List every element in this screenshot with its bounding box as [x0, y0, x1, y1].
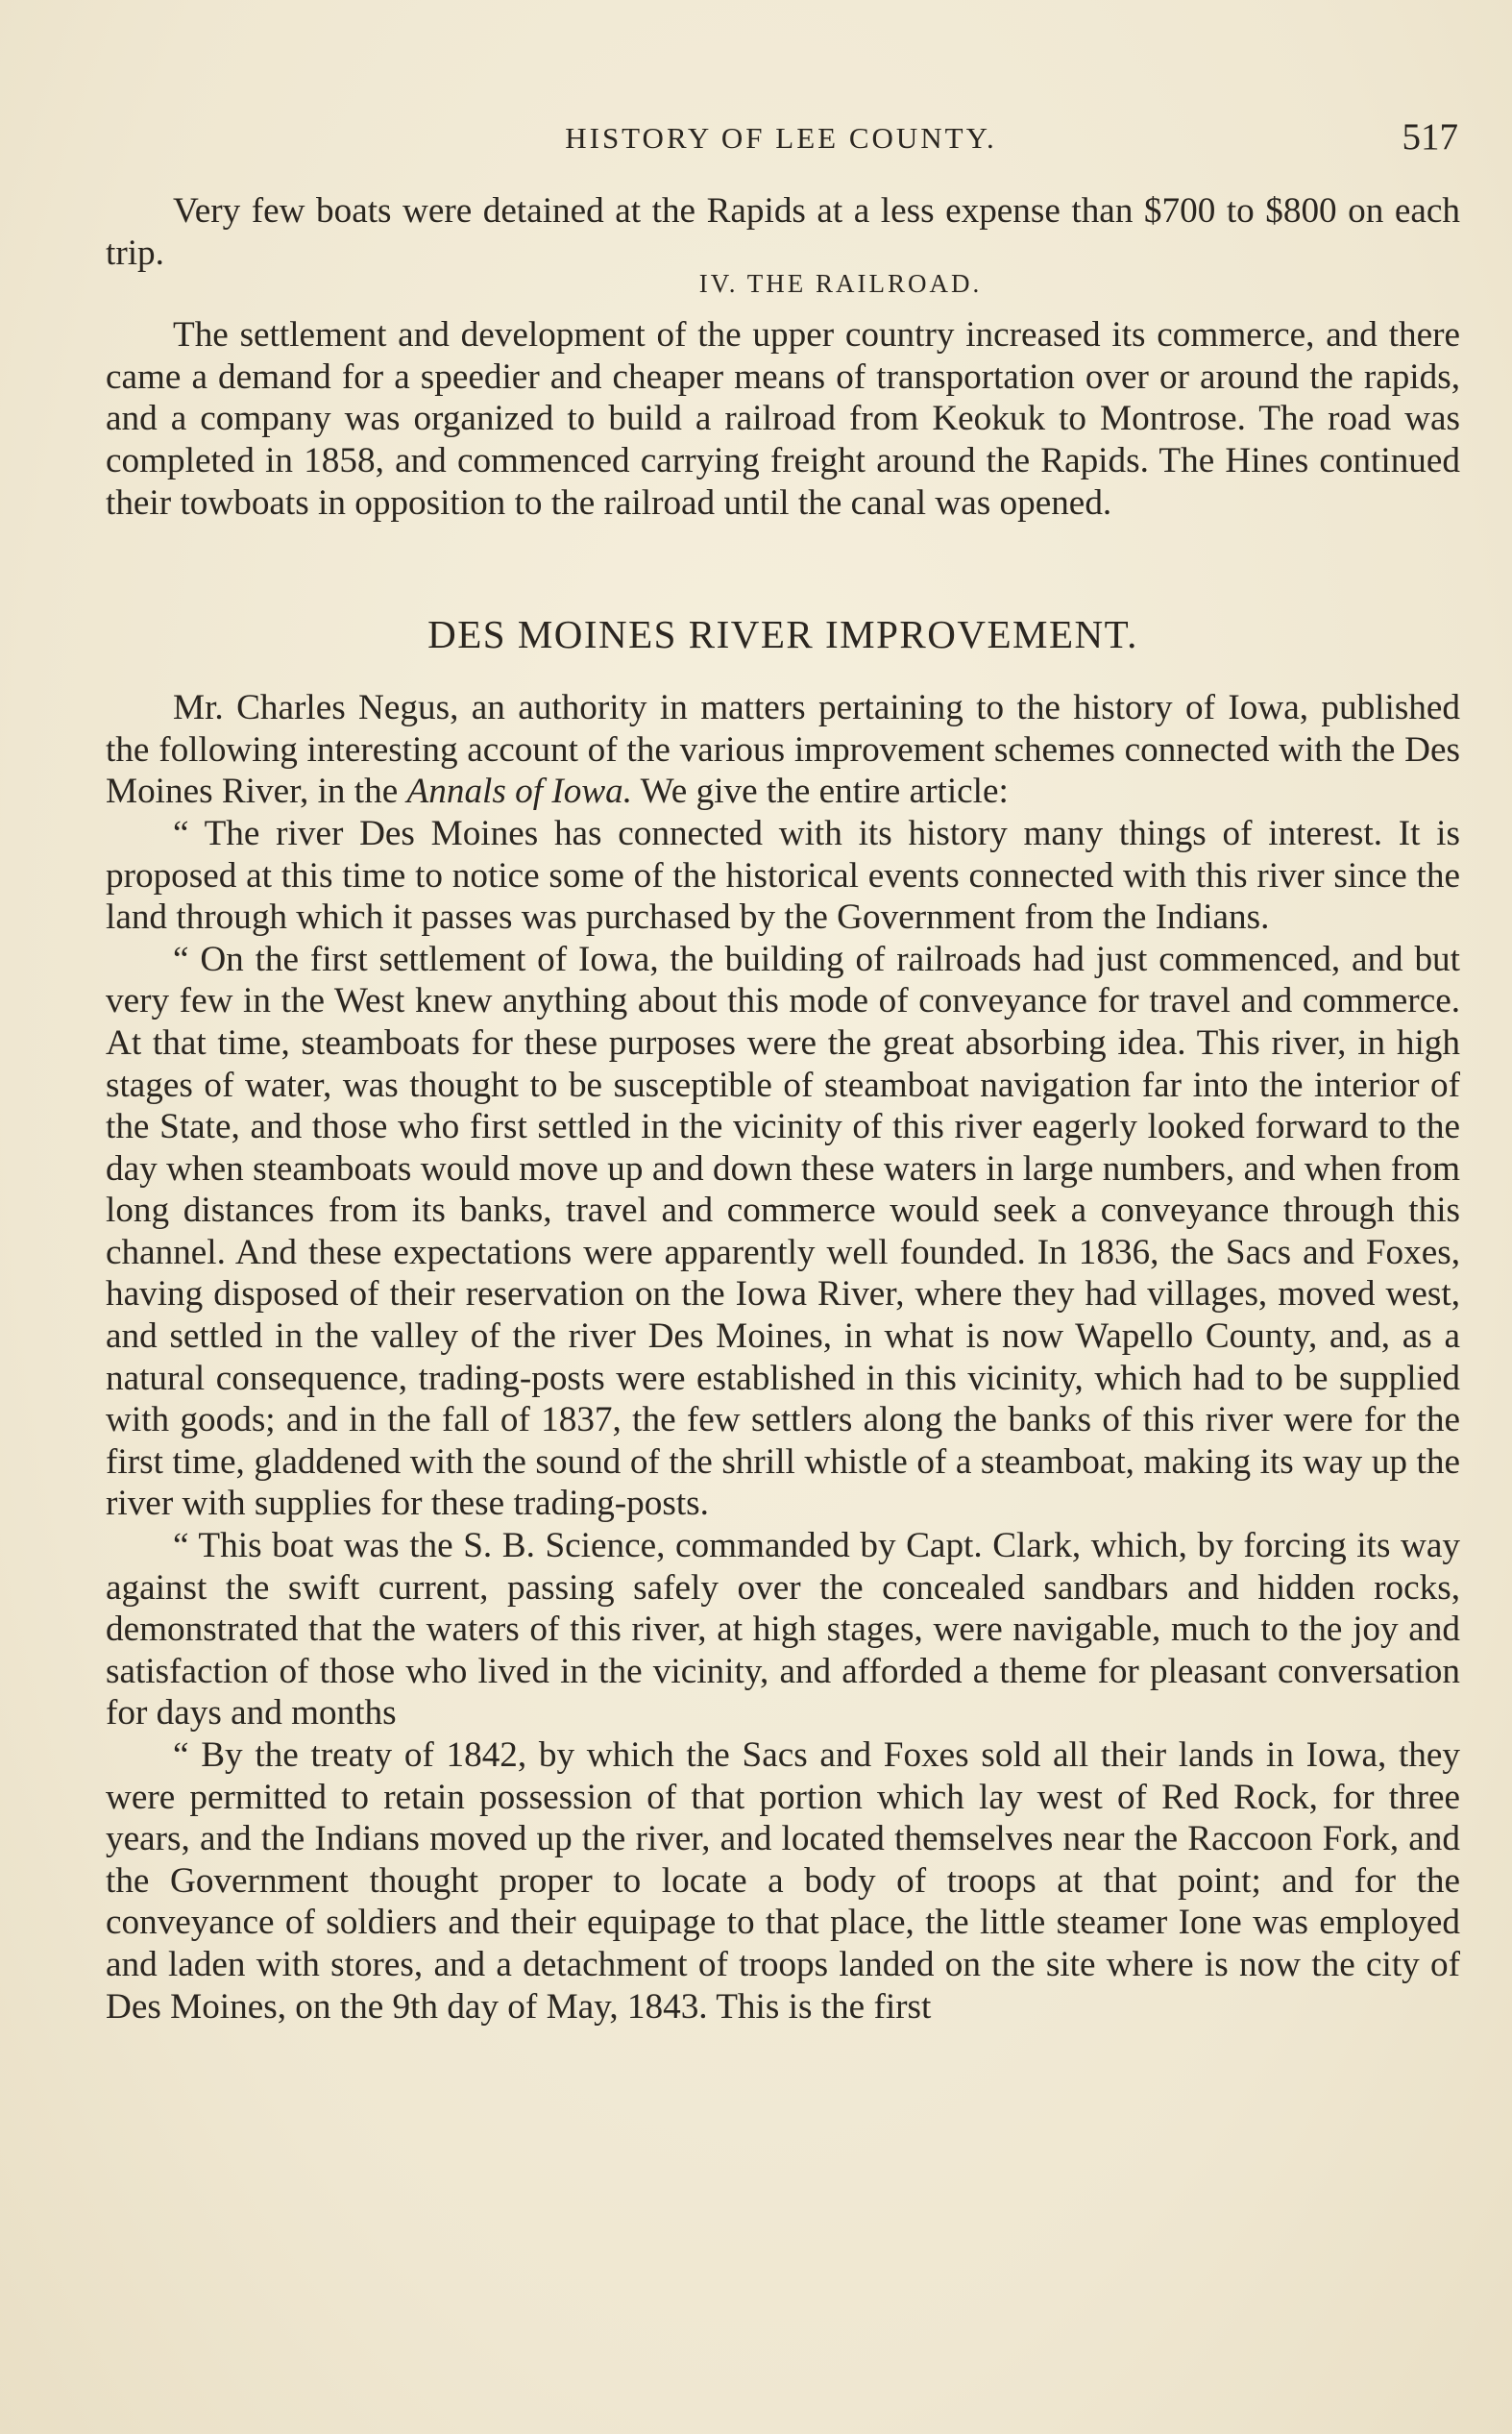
- page-number: 517: [1402, 116, 1458, 158]
- paragraph-quote-4: “ By the treaty of 1842, by which the Sacs and Foxes sold all their lands in Iowa, they were permitted to retain possession of that portion which lay west of Red Rock, for three years, and the Indians moved up the river, and located themselves near the Raccoon Fork, and the Government thought proper to locate a body of troops at that point; and for the conveyance of soldiers and their equipage to that place, the little steamer Ione was employed and laden with stores, and a detachment of troops landed on the site where is now the city of Des Moines, on the 9th day of May, 1843. This is the first: [106, 1735, 1460, 2027]
- page-header: [104, 115, 1458, 163]
- paragraph-quote-2: “ On the first settlement of Iowa, the building of railroads had just commenced, and but very few in the West knew anything about this mode of conveyance for travel and commerce. At that time, steamboats for these purposes were the great absorbing idea. This river, in high stages of water, was thought to be susceptible of steamboat navigation far into the interior of the State, and those who first settled in the vicinity of this river eagerly looked forward to the day when steamboats would move up and down these waters in large numbers, and when from long distances from its banks, travel and commerce would seek a conveyance through this channel. And these expectations were apparently well founded. In 1836, the Sacs and Foxes, having disposed of their reservation on the Iowa River, where they had villages, moved west, and settled in the valley of the river Des Moines, in what is now Wapello County, and, as a natural consequence, trading-posts were established in this vicinity, which had to be supplied with goods; and in the fall of 1837, the few settlers along the banks of this river were for the first time, gladdened with the sound of the shrill whistle of a steamboat, making its way up the river with supplies for these trading-posts.: [106, 939, 1460, 1524]
- paragraph-boats: Very few boats were detained at the Rapids at a less expense than $700 to $800 on each trip.: [106, 191, 1460, 273]
- paragraph-quote-1: “ The river Des Moines has connected with its history many things of interest. It is proposed at this time to notice some of the historical events connected with this river since the land through which it passes was purchased by the Government from the Indians.: [106, 813, 1460, 938]
- paragraph-intro: [106, 687, 1460, 813]
- intro-italic-title: Annals of Iowa.: [406, 772, 633, 812]
- paragraph-quote-3: “ This boat was the S. B. Science, commanded by Capt. Clark, which, by forcing its way against the swift current, passing safely over the concealed sandbars and hidden rocks, demonstrated that the waters of this river, at high stages, were navigable, much to the joy and satisfaction of those who lived in the vicinity, and afforded a theme for pleasant conversation for days and months: [106, 1526, 1460, 1733]
- intro-text-end: We give the entire article:: [632, 772, 1009, 812]
- page-body: [106, 190, 1460, 2028]
- section-title: DES MOINES RIVER IMPROVEMENT.: [427, 612, 1138, 657]
- paragraph-railroad: The settlement and development of the upper country increased its commerce, and there came a demand for a speedier and cheaper means of transportation over or around the rapids, and a company was organized to build a railroad from Keokuk to Montrose. The road was completed in 1858, and commenced carrying freight around the Rapids. The Hines continued their towboats in opposition to the railroad until the canal was opened.: [106, 315, 1460, 523]
- subheading-railroad: IV. THE RAILROAD.: [698, 269, 983, 299]
- intro-text: Mr. Charles Negus, an authority in matters pertaining to the history of Iowa, published the following interesting account of the various improvement schemes connected with the Des Moines River, in the: [106, 688, 1460, 812]
- running-title: HISTORY OF LEE COUNTY.: [565, 121, 997, 155]
